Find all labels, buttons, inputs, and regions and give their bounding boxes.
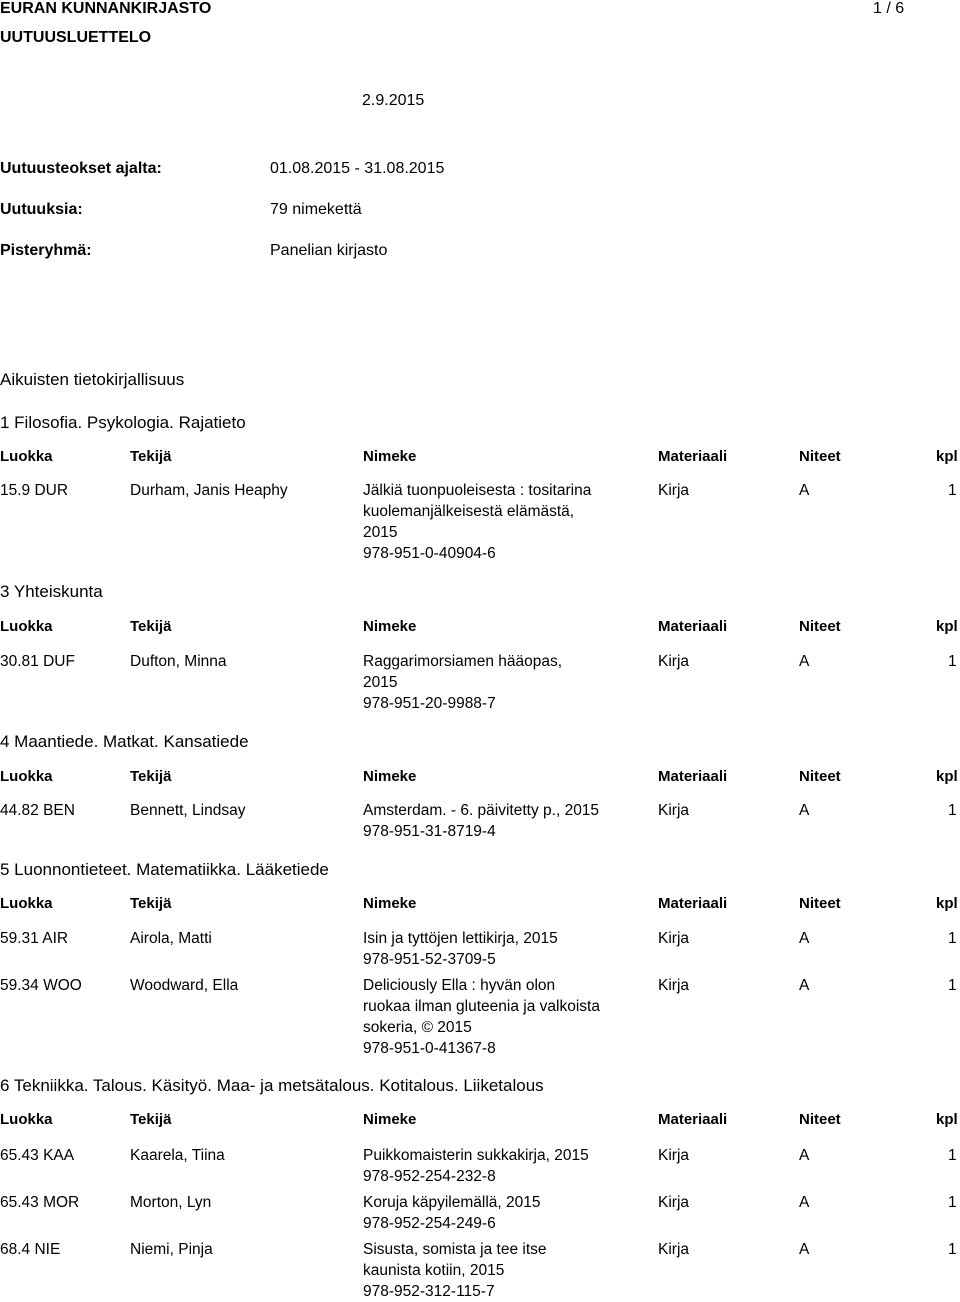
row-copies: A xyxy=(799,1241,810,1258)
section-title: 5 Luonnontieteet. Matematiikka. Lääketiede xyxy=(0,860,329,879)
title-line: sokeria, © 2015 xyxy=(363,1019,472,1036)
column-header-nimeke: Nimeke xyxy=(363,618,417,635)
column-header-kpl: kpl xyxy=(936,768,958,785)
count-label: Uutuuksia: xyxy=(0,201,83,218)
column-header-kpl: kpl xyxy=(936,895,958,912)
column-header-materiaali: Materiaali xyxy=(658,618,728,635)
column-header-nimeke: Nimeke xyxy=(363,1111,417,1128)
column-header-niteet: Niteet xyxy=(799,1111,841,1128)
period-label: Uutuusteokset ajalta: xyxy=(0,160,162,177)
column-header-luokka: Luokka xyxy=(0,618,53,635)
group-value: Panelian kirjasto xyxy=(270,242,388,259)
row-author: Airola, Matti xyxy=(130,930,212,947)
title-line: ruokaa ilman gluteenia ja valkoista xyxy=(363,998,600,1015)
title-line: 978-952-254-232-8 xyxy=(363,1168,496,1185)
title-line: 978-952-254-249-6 xyxy=(363,1215,496,1232)
column-header-tekijä: Tekijä xyxy=(130,448,172,465)
row-title xyxy=(363,800,633,842)
library-name: EURAN KUNNANKIRJASTO xyxy=(0,0,212,17)
column-header-materiaali: Materiaali xyxy=(658,448,728,465)
row-qty: 1 xyxy=(948,653,957,670)
category-title: Aikuisten tietokirjallisuus xyxy=(0,370,185,389)
row-material: Kirja xyxy=(658,1241,690,1258)
row-material: Kirja xyxy=(658,977,690,994)
row-class: 30.81 DUF xyxy=(0,653,75,670)
row-class: 44.82 BEN xyxy=(0,802,75,819)
section-title: 1 Filosofia. Psykologia. Rajatieto xyxy=(0,413,246,432)
row-qty: 1 xyxy=(948,1194,957,1211)
row-qty: 1 xyxy=(948,977,957,994)
row-qty: 1 xyxy=(948,1147,957,1164)
title-line: 2015 xyxy=(363,524,398,541)
title-line: kaunista kotiin, 2015 xyxy=(363,1262,505,1279)
title-line: Koruja käpyilemällä, 2015 xyxy=(363,1194,541,1211)
period-value: 01.08.2015 - 31.08.2015 xyxy=(270,160,445,177)
column-header-tekijä: Tekijä xyxy=(130,618,172,635)
row-author: Durham, Janis Heaphy xyxy=(130,482,288,499)
title-line: 978-951-0-41367-8 xyxy=(363,1040,496,1057)
column-header-nimeke: Nimeke xyxy=(363,768,417,785)
row-qty: 1 xyxy=(948,802,957,819)
column-header-materiaali: Materiaali xyxy=(658,895,728,912)
row-material: Kirja xyxy=(658,1194,690,1211)
row-material: Kirja xyxy=(658,653,690,670)
column-header-tekijä: Tekijä xyxy=(130,895,172,912)
row-title xyxy=(363,1239,633,1302)
row-class: 65.43 KAA xyxy=(0,1147,75,1164)
row-copies: A xyxy=(799,977,810,994)
column-header-niteet: Niteet xyxy=(799,895,841,912)
title-line: Deliciously Ella : hyvän olon xyxy=(363,977,556,994)
column-header-materiaali: Materiaali xyxy=(658,1111,728,1128)
section-title: 3 Yhteiskunta xyxy=(0,582,103,601)
row-copies: A xyxy=(799,482,810,499)
title-line: Sisusta, somista ja tee itse xyxy=(363,1241,547,1258)
page-number: 1 / 6 xyxy=(873,0,905,17)
row-author: Dufton, Minna xyxy=(130,653,227,670)
row-title xyxy=(363,1192,633,1234)
column-header-kpl: kpl xyxy=(936,448,958,465)
column-header-tekijä: Tekijä xyxy=(130,1111,172,1128)
row-copies: A xyxy=(799,802,810,819)
title-line: Jälkiä tuonpuoleisesta : tositarina xyxy=(363,482,592,499)
column-header-niteet: Niteet xyxy=(799,768,841,785)
row-title xyxy=(363,975,633,1059)
section-title: 4 Maantiede. Matkat. Kansatiede xyxy=(0,732,249,751)
row-qty: 1 xyxy=(948,930,957,947)
row-material: Kirja xyxy=(658,482,690,499)
title-line: kuolemanjälkeisestä elämästä, xyxy=(363,503,575,520)
column-header-niteet: Niteet xyxy=(799,618,841,635)
title-line: Amsterdam. - 6. päivitetty p., 2015 xyxy=(363,802,600,819)
title-line: Raggarimorsiamen hääopas, xyxy=(363,653,563,670)
row-class: 65.43 MOR xyxy=(0,1194,80,1211)
title-line: 978-951-20-9988-7 xyxy=(363,695,496,712)
column-header-luokka: Luokka xyxy=(0,768,53,785)
row-class: 59.34 WOO xyxy=(0,977,82,994)
row-qty: 1 xyxy=(948,482,957,499)
report-date: 2.9.2015 xyxy=(362,92,425,109)
row-class: 59.31 AIR xyxy=(0,930,69,947)
title-line: Isin ja tyttöjen lettikirja, 2015 xyxy=(363,930,558,947)
title-line: 2015 xyxy=(363,674,398,691)
section-title: 6 Tekniikka. Talous. Käsityö. Maa- ja metsätalous. Kotitalous. Liiketalous xyxy=(0,1076,544,1095)
row-title xyxy=(363,1145,633,1187)
column-header-niteet: Niteet xyxy=(799,448,841,465)
title-line: 978-952-312-115-7 xyxy=(363,1283,495,1300)
row-title xyxy=(363,651,633,714)
row-title xyxy=(363,480,633,564)
row-title xyxy=(363,928,633,970)
column-header-kpl: kpl xyxy=(936,618,958,635)
row-qty: 1 xyxy=(948,1241,957,1258)
row-class: 68.4 NIE xyxy=(0,1241,61,1258)
column-header-luokka: Luokka xyxy=(0,895,53,912)
column-header-luokka: Luokka xyxy=(0,1111,53,1128)
title-line: Puikkomaisterin sukkakirja, 2015 xyxy=(363,1147,589,1164)
column-header-kpl: kpl xyxy=(936,1111,958,1128)
row-author: Niemi, Pinja xyxy=(130,1241,213,1258)
row-class: 15.9 DUR xyxy=(0,482,69,499)
title-line: 978-951-52-3709-5 xyxy=(363,951,496,968)
group-label: Pisteryhmä: xyxy=(0,242,92,259)
column-header-nimeke: Nimeke xyxy=(363,448,417,465)
row-author: Kaarela, Tiina xyxy=(130,1147,225,1164)
row-copies: A xyxy=(799,1194,810,1211)
row-copies: A xyxy=(799,653,810,670)
row-author: Woodward, Ella xyxy=(130,977,239,994)
row-author: Bennett, Lindsay xyxy=(130,802,246,819)
title-line: 978-951-0-40904-6 xyxy=(363,545,496,562)
title-line: 978-951-31-8719-4 xyxy=(363,823,496,840)
column-header-luokka: Luokka xyxy=(0,448,53,465)
count-value: 79 nimekettä xyxy=(270,201,362,218)
column-header-materiaali: Materiaali xyxy=(658,768,728,785)
list-type: UUTUUSLUETTELO xyxy=(0,29,152,46)
row-material: Kirja xyxy=(658,930,690,947)
row-material: Kirja xyxy=(658,802,690,819)
row-copies: A xyxy=(799,930,810,947)
column-header-tekijä: Tekijä xyxy=(130,768,172,785)
row-copies: A xyxy=(799,1147,810,1164)
row-material: Kirja xyxy=(658,1147,690,1164)
row-author: Morton, Lyn xyxy=(130,1194,212,1211)
column-header-nimeke: Nimeke xyxy=(363,895,417,912)
